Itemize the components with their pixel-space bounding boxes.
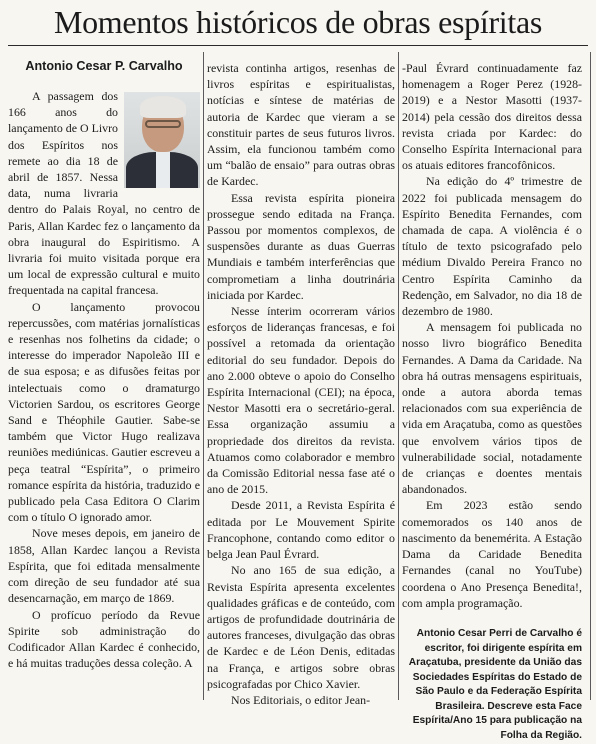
paragraph: -Paul Évrard continuadamente faz homenagem a Roger Perez (1928-2019) e a Nestor Masotti (1937-2014) pela cessão dos direitos dessa revista criada por Kardec: do Conselho Espírita Internacional para os atuais editores francofônicos. <box>402 61 582 173</box>
paragraph: Essa revista espírita pioneira prossegue sendo editada na França. Passou por momentos complexos, de suspensões durante as duas Guerras Mundiais e também interferências que comprometiam a linha doutrinária iniciada por Kardec. <box>207 190 395 302</box>
article-column-2 <box>207 60 395 708</box>
paragraph: No ano 165 de sua edição, a Revista Espírita apresenta excelentes qualidades gráficas e de conteúdo, com artigos de profundidade doutrinária de autores franceses, divulgação das obras de Kardec e de Léon Denis, editadas na França, e artigos sobre obras psicografadas por Chico Xavier. <box>207 563 395 691</box>
paragraph: Desde 2011, a Revista Espírita é editada por Le Mouvement Spirite Francophone, contando como editor o belga Jean Paul Évrard. <box>207 498 395 562</box>
author-photo <box>124 92 200 188</box>
headline-divider <box>8 45 588 46</box>
article-headline: Momentos históricos de obras espíritas <box>53 4 543 40</box>
author-bio <box>402 627 582 744</box>
paragraph: Na edição do 4º trimestre de 2022 foi publicada mensagem do Espírito Benedita Fernandes, com chamada de capa. A violência é o título de texto psicografado pelo médium Divaldo Pereira Franco no Centro Espírita Caminho da Redenção, em Salvador, no dia 18 de dezembro de 1980. <box>402 174 582 319</box>
paragraph: O profícuo período da Revue Spirite sob administração do Codificador Allan Kardec é conhecido, e há muitas traduções dessa coleção. A <box>8 607 200 671</box>
paragraph: A passagem dos 166 anos do lançamento de O Livro dos Espíritos nos remete ao dia 18 de abril de 1857. Nessa data, numa livraria dentro do Palais Royal, no centro de Paris, Allan Kardec fez o lançamento da obra inaugural do Espiritismo. A livraria foi muito visitada porque era um local de expressão cultural e muito frequentada na capital francesa. <box>8 89 200 298</box>
article-column-1 <box>8 50 200 671</box>
paragraph: A mensagem foi publicada no nosso livro biográfico Benedita Fernandes. A Dama da Caridade. Na obra há outras mensagens espirituais, onde a autora aborda temas relacionados com sua experiência de vida em Araçatuba, como as questões que envolvem vários tipos de vulnerabilidade social, notadamente de crianças e doentes mentais abandonados. <box>402 320 582 497</box>
column-divider <box>590 52 591 700</box>
author-byline: Antonio Cesar P. Carvalho <box>25 59 183 73</box>
paragraph: Nos Editoriais, o editor Jean- <box>231 692 371 707</box>
paragraph: O lançamento provocou repercussões, com matérias jornalísticas e resenhas nos folhetins da cidade; o interesse do imperador Napoleão III e de sua esposa; e as difusões feitas por intelectuais como o dramaturgo Victorien Sardou, os escritores George Sand e Théophile Gautier. Sabe-se também que Victor Hugo realizava reuniões mediúnicas. Gautier escreveu a peça teatral “Espírita”, o primeiro romance espírita da história, traduzido e publicado pela Casa Editora O Clarim com o título O ignorado amor. <box>8 299 200 525</box>
column-divider <box>398 52 399 700</box>
article-column-3 <box>402 60 582 744</box>
author-bio-text: Antonio Cesar Perri de Carvalho é escritor, foi dirigente espírita em Araçatuba, presidente da União das Sociedades Espíritas do Estado de São Paulo e da Federação Espírita Brasileira. Descreve esta Face Espírita/Ano 15 para publicação na Folha da Região. <box>408 627 582 742</box>
paragraph: Nove meses depois, em janeiro de 1858, Allan Kardec lançou a Revista Espírita, que foi editada mensalmente com direção de seu fundador até sua desencarnação, em março de 1869. <box>8 526 200 606</box>
paragraph: revista continha artigos, resenhas de livros espíritas e espiritualistas, notícias e síntese de matérias de autoria de Kardec que vieram a se constituir partes de seus futuros livros. Assim, ela funcionou também como um “balão de ensaio” para outras obras de Kardec. <box>207 61 395 189</box>
paragraph: Nesse ínterim ocorreram vários esforços de lideranças francesas, e foi possível a retomada da orientação editorial do seu fundador. Depois do ano 2.000 obteve o apoio do Conselho Espírita Internacional (CEI); na época, Nestor Masotti era o secretário-geral. Essa organização assumiu a propriedade dos direitos da revista. Atuamos como colaborador e membro da Comissão Editorial nessa fase até o ano de 2015. <box>207 304 395 497</box>
column-divider <box>203 52 204 700</box>
paragraph: Em 2023 estão sendo comemorados os 140 anos de nascimento da benemérita. A Estação Dama da Caridade Benedita Fernandes (canal no YouTube) coordena o Ano Presença Benedita!, com ampla programação. <box>402 498 582 610</box>
